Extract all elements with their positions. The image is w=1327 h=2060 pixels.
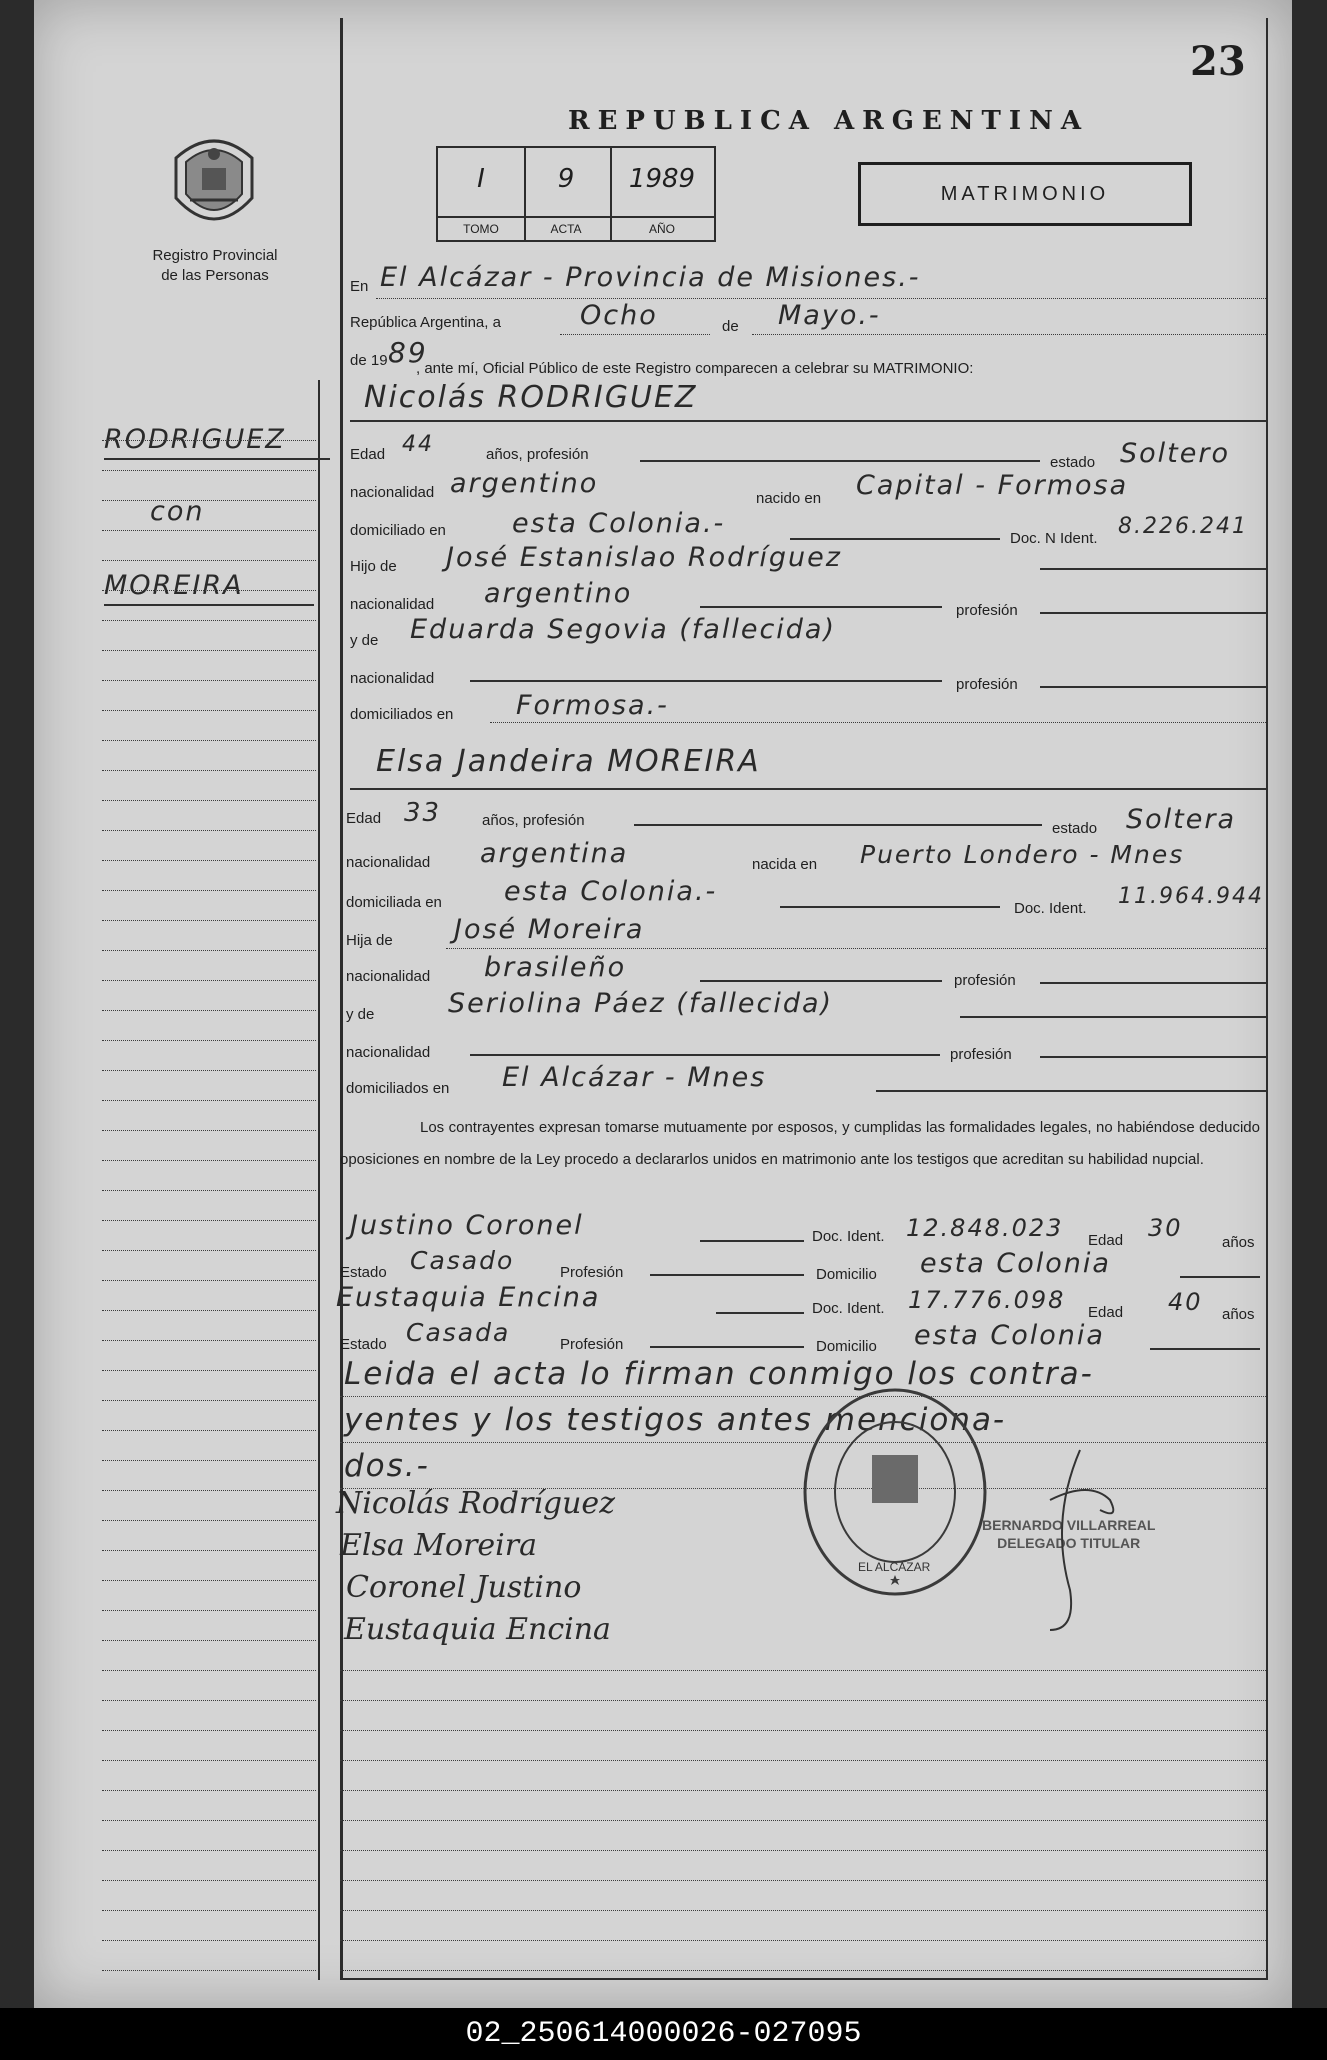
groom-estado-label: estado [1050, 454, 1096, 471]
margin-ruled-line [102, 1460, 316, 1461]
witness1-name: Justino Coronel [350, 1210, 584, 1241]
witness2-profesion-label: Profesión [560, 1336, 624, 1353]
margin-ruled-line [102, 770, 316, 771]
groom-name-line [350, 420, 1266, 422]
witness1-domicilio-line [1180, 1276, 1260, 1278]
bride-estado: Soltera [1126, 804, 1237, 835]
witness1-name-line [700, 1240, 804, 1242]
bride-parents-line [876, 1090, 1266, 1092]
witness1-age: 30 [1148, 1214, 1183, 1242]
witness1-domicilio: esta Colonia [920, 1248, 1111, 1279]
ano-label: AÑO [610, 216, 714, 240]
body-ruled-line [340, 1970, 1266, 1971]
tomo-label: TOMO [438, 216, 524, 240]
witness1-profesion-label: Profesión [560, 1264, 624, 1281]
official-title: DELEGADO TITULAR [997, 1535, 1141, 1551]
bride-domicilio: esta Colonia.- [504, 876, 718, 907]
bride-estado-label: estado [1052, 820, 1098, 837]
bride-mother: Seriolina Páez (fallecida) [448, 988, 834, 1019]
groom-anos-label: años, profesión [486, 446, 589, 463]
bride-profesion-line [634, 824, 1042, 826]
statement: , ante mí, Oficial Público de este Registro comparecen a celebrar su MATRIMONIO: [416, 360, 974, 377]
margin-ruled-line [102, 980, 316, 981]
margin-ruled-line [102, 560, 316, 561]
file-id-footer: 02_250614000026-027095 [0, 2008, 1327, 2060]
margin-ruled-line [102, 1130, 316, 1131]
margin-ruled-line [102, 830, 316, 831]
bride-domicilio-line [780, 906, 1000, 908]
body-ruled-line [340, 1760, 1266, 1761]
groom-domicilio-line [790, 538, 1000, 540]
witness2-anos-label: años [1222, 1306, 1255, 1323]
de19-label: de 19 [350, 352, 388, 369]
margin-ruled-line [102, 1010, 316, 1011]
bride-birthplace: Puerto Londero - Mnes [860, 840, 1185, 869]
bride-father-prof-line [1040, 982, 1266, 984]
closing-line-2: yentes y los testigos antes menciona- [344, 1402, 1007, 1438]
margin-rule-inner [318, 380, 320, 1980]
margin-connector: con [150, 496, 205, 527]
margin-ruled-line [102, 950, 316, 951]
margin-ruled-line [102, 650, 316, 651]
bride-hija-label: Hija de [346, 932, 393, 949]
signature-bride: Elsa Moreira [340, 1528, 538, 1563]
groom-y-de-label: y de [350, 632, 379, 649]
groom-father-prof-line [1040, 612, 1266, 614]
margin-ruled-line [102, 1070, 316, 1071]
bride-name: Elsa Jandeira MOREIRA [376, 744, 761, 779]
bride-y-de-label: y de [346, 1006, 375, 1023]
official-signature-icon [1010, 1440, 1130, 1640]
bride-father-line [446, 948, 1266, 949]
bride-father-nac-line [700, 980, 942, 982]
groom-father-line [1040, 568, 1266, 570]
witness2-domicilio: esta Colonia [914, 1320, 1105, 1351]
margin-ruled-line [102, 1250, 316, 1251]
right-rule [1266, 18, 1268, 1978]
country-heading: REPUBLICA ARGENTINA [568, 106, 1090, 136]
groom-mother-prof-label: profesión [956, 676, 1018, 693]
bride-edad-label: Edad [346, 810, 382, 827]
page-edge [1292, 0, 1327, 2008]
bride-father: José Moreira [454, 914, 645, 945]
margin-ruled-line [102, 1640, 316, 1641]
bride-nacionalidad: argentina [480, 838, 629, 869]
witness2-domicilio-line [1150, 1348, 1260, 1350]
acta-value: 9 [557, 164, 575, 194]
margin-ruled-line [102, 1880, 316, 1881]
margin-ruled-line [102, 1760, 316, 1761]
body-ruled-line [340, 1850, 1266, 1851]
margin-ruled-line [102, 1580, 316, 1581]
groom-name: Nicolás RODRIGUEZ [364, 380, 698, 415]
body-ruled-line [340, 1670, 1266, 1671]
signature-witness1: Coronel Justino [346, 1570, 582, 1605]
official-name: BERNARDO VILLARREAL [982, 1517, 1156, 1533]
margin-ruled-line [102, 1400, 316, 1401]
body-ruled-line [340, 1700, 1266, 1701]
groom-hijo-label: Hijo de [350, 558, 397, 575]
margin-ruled-line [102, 1220, 316, 1221]
groom-estado: Soltero [1120, 438, 1230, 469]
margin-ruled-line [102, 1310, 316, 1311]
margin-ruled-line [102, 1970, 316, 1971]
witness2-age: 40 [1168, 1288, 1203, 1316]
registry-name-line2: de las Personas [161, 267, 269, 284]
witness2-doc: 17.776.098 [908, 1286, 1066, 1314]
closing-line-1: Leida el acta lo firman conmigo los contra- [344, 1356, 1094, 1392]
bride-nacida-label: nacida en [752, 856, 818, 873]
month-line [752, 334, 1266, 335]
day-line [560, 334, 710, 335]
groom-edad-label: Edad [350, 446, 386, 463]
margin-ruled-line [102, 1370, 316, 1371]
margin-ruled-line [102, 1160, 316, 1161]
witness1-estado-label: Estado [340, 1264, 387, 1281]
margin-ruled-line [102, 1040, 316, 1041]
groom-father-nac-line [700, 606, 942, 608]
groom-mother-prof-line [1040, 686, 1266, 688]
tomo-box [436, 146, 526, 242]
margin-ruled-line [102, 920, 316, 921]
margin-ruled-line [102, 620, 316, 621]
registry-logo-icon [168, 128, 260, 238]
margin-ruled-line [102, 530, 316, 531]
de-label: de [722, 318, 739, 335]
witness1-domicilio-label: Domicilio [816, 1266, 877, 1283]
witness1-profesion-line [650, 1274, 804, 1276]
body-ruled-line [340, 1730, 1266, 1731]
page-number: 23 [1190, 38, 1246, 85]
margin-bride-surname: MOREIRA [104, 570, 244, 601]
groom-mother-nac-label: nacionalidad [350, 670, 435, 687]
witness2-edad-label: Edad [1088, 1304, 1124, 1321]
bride-domiciliados-label: domiciliados en [346, 1080, 450, 1097]
margin-ruled-line [102, 1550, 316, 1551]
year-suffix: 89 [388, 336, 428, 369]
margin-ruled-line [102, 1670, 316, 1671]
ano-box [610, 146, 716, 242]
groom-profesion-line [640, 460, 1040, 462]
margin-ruled-line [102, 1790, 316, 1791]
margin-ruled-line [102, 1430, 316, 1431]
body-ruled-line [340, 1820, 1266, 1821]
margin-ruled-line [102, 1730, 316, 1731]
margin-underline [104, 458, 330, 460]
registry-name-line1: Registro Provincial [152, 247, 278, 264]
declaration: Los contrayentes expresan tomarse mutuamente por esposos, y cumplidas las formalidades legales, no habiéndose deducido oposiciones en nombre de la Ley procedo a declararlos unidos en matrimonio ante los testigos que acreditan su habilidad nupcial. [340, 1119, 1260, 1168]
margin-ruled-line [102, 1940, 316, 1941]
margin-ruled-line [102, 710, 316, 711]
groom-parents-line [490, 722, 1266, 723]
margin-ruled-line [102, 590, 316, 591]
margin-ruled-line [102, 1280, 316, 1281]
margin-ruled-line [102, 500, 316, 501]
groom-nacionalidad-label: nacionalidad [350, 484, 435, 501]
witness2-doc-label: Doc. Ident. [812, 1300, 885, 1317]
witness1-edad-label: Edad [1088, 1232, 1124, 1249]
bride-name-line [350, 788, 1266, 790]
bride-domiciliada-label: domiciliada en [346, 894, 442, 911]
witness2-profesion-line [650, 1346, 804, 1348]
place-line [376, 298, 1266, 299]
bride-parents-domicilio: El Alcázar - Mnes [502, 1062, 767, 1093]
witness1-doc-label: Doc. Ident. [812, 1228, 885, 1245]
margin-ruled-line [102, 680, 316, 681]
margin-ruled-line [102, 1910, 316, 1911]
groom-age: 44 [402, 432, 434, 457]
bride-doc-label: Doc. Ident. [1014, 900, 1087, 917]
margin-underline [104, 604, 314, 606]
body-ruled-line [340, 1880, 1266, 1881]
signature-groom: Nicolás Rodríguez [336, 1486, 615, 1521]
margin-ruled-line [102, 740, 316, 741]
bride-father-nac-label: nacionalidad [346, 968, 431, 985]
bride-mother-line [960, 1016, 1266, 1018]
bride-mother-nac-line [470, 1054, 940, 1056]
body-ruled-line [340, 1790, 1266, 1791]
margin-ruled-line [102, 1700, 316, 1701]
body-ruled-line [340, 1910, 1266, 1911]
republica-label: República Argentina, a [350, 314, 501, 331]
acta-label: ACTA [522, 216, 610, 240]
witness2-estado: Casada [406, 1318, 511, 1347]
acta-box [522, 146, 612, 242]
witness1-anos-label: años [1222, 1234, 1255, 1251]
act-type-box: MATRIMONIO [858, 162, 1192, 226]
groom-parents-domicilio: Formosa.- [516, 690, 669, 721]
margin-ruled-line [102, 1190, 316, 1191]
witness1-estado: Casado [410, 1246, 515, 1275]
bride-nacionalidad-label: nacionalidad [346, 854, 431, 871]
registry-name [130, 246, 300, 286]
witness2-estado-label: Estado [340, 1336, 387, 1353]
witness2-name: Eustaquia Encina [336, 1282, 601, 1313]
groom-domiciliados-label: domiciliados en [350, 706, 454, 723]
groom-mother-nac-line [470, 680, 942, 682]
bride-mother-prof-label: profesión [950, 1046, 1012, 1063]
groom-birthplace: Capital - Formosa [856, 470, 1129, 501]
bride-mother-prof-line [1040, 1056, 1266, 1058]
signature-witness2: Eustaquia Encina [344, 1612, 611, 1647]
margin-rule [340, 18, 343, 1978]
margin-ruled-line [102, 1490, 316, 1491]
groom-nacionalidad: argentino [450, 468, 599, 499]
margin-ruled-line [102, 440, 316, 441]
margin-ruled-line [102, 1610, 316, 1611]
groom-father-nac-label: nacionalidad [350, 596, 435, 613]
closing-line-3: dos.- [344, 1448, 430, 1484]
en-label: En [350, 278, 369, 295]
witness2-domicilio-label: Domicilio [816, 1338, 877, 1355]
stamp-place: EL ALCAZAR [858, 1560, 931, 1574]
witness2-name-line [716, 1312, 804, 1314]
binder-edge [0, 0, 34, 2008]
margin-ruled-line [102, 800, 316, 801]
groom-father: José Estanislao Rodríguez [446, 542, 842, 573]
bride-doc: 11.964.944 [1118, 884, 1264, 909]
groom-mother: Eduarda Segovia (fallecida) [410, 614, 837, 645]
bride-age: 33 [404, 798, 442, 828]
groom-doc-label: Doc. N Ident. [1010, 530, 1098, 547]
witness1-doc: 12.848.023 [906, 1214, 1064, 1242]
groom-nacido-label: nacido en [756, 490, 822, 507]
groom-domicilio: esta Colonia.- [512, 508, 726, 539]
margin-groom-surname: RODRIGUEZ [104, 424, 286, 455]
groom-domiciliado-label: domiciliado en [350, 522, 446, 539]
place: El Alcázar - Provincia de Misiones.- [380, 262, 921, 293]
margin-ruled-line [102, 860, 316, 861]
day: Ocho [580, 300, 658, 331]
body-ruled-line [340, 1940, 1266, 1941]
tomo-value: I [477, 164, 485, 194]
groom-father-nac: argentino [484, 578, 633, 609]
margin-ruled-line [102, 1340, 316, 1341]
margin-ruled-line [102, 1820, 316, 1821]
bride-father-prof-label: profesión [954, 972, 1016, 989]
month: Mayo.- [778, 300, 881, 331]
margin-ruled-line [102, 1850, 316, 1851]
groom-father-prof-label: profesión [956, 602, 1018, 619]
margin-ruled-line [102, 1100, 316, 1101]
bride-father-nac: brasileño [484, 952, 627, 983]
margin-ruled-line [102, 890, 316, 891]
margin-ruled-line [102, 1520, 316, 1521]
bride-anos-label: años, profesión [482, 812, 585, 829]
margin-ruled-line [102, 470, 316, 471]
bride-mother-nac-label: nacionalidad [346, 1044, 431, 1061]
groom-doc: 8.226.241 [1118, 514, 1248, 539]
bottom-rule [340, 1978, 1268, 1980]
ano-value: 1989 [628, 164, 696, 194]
